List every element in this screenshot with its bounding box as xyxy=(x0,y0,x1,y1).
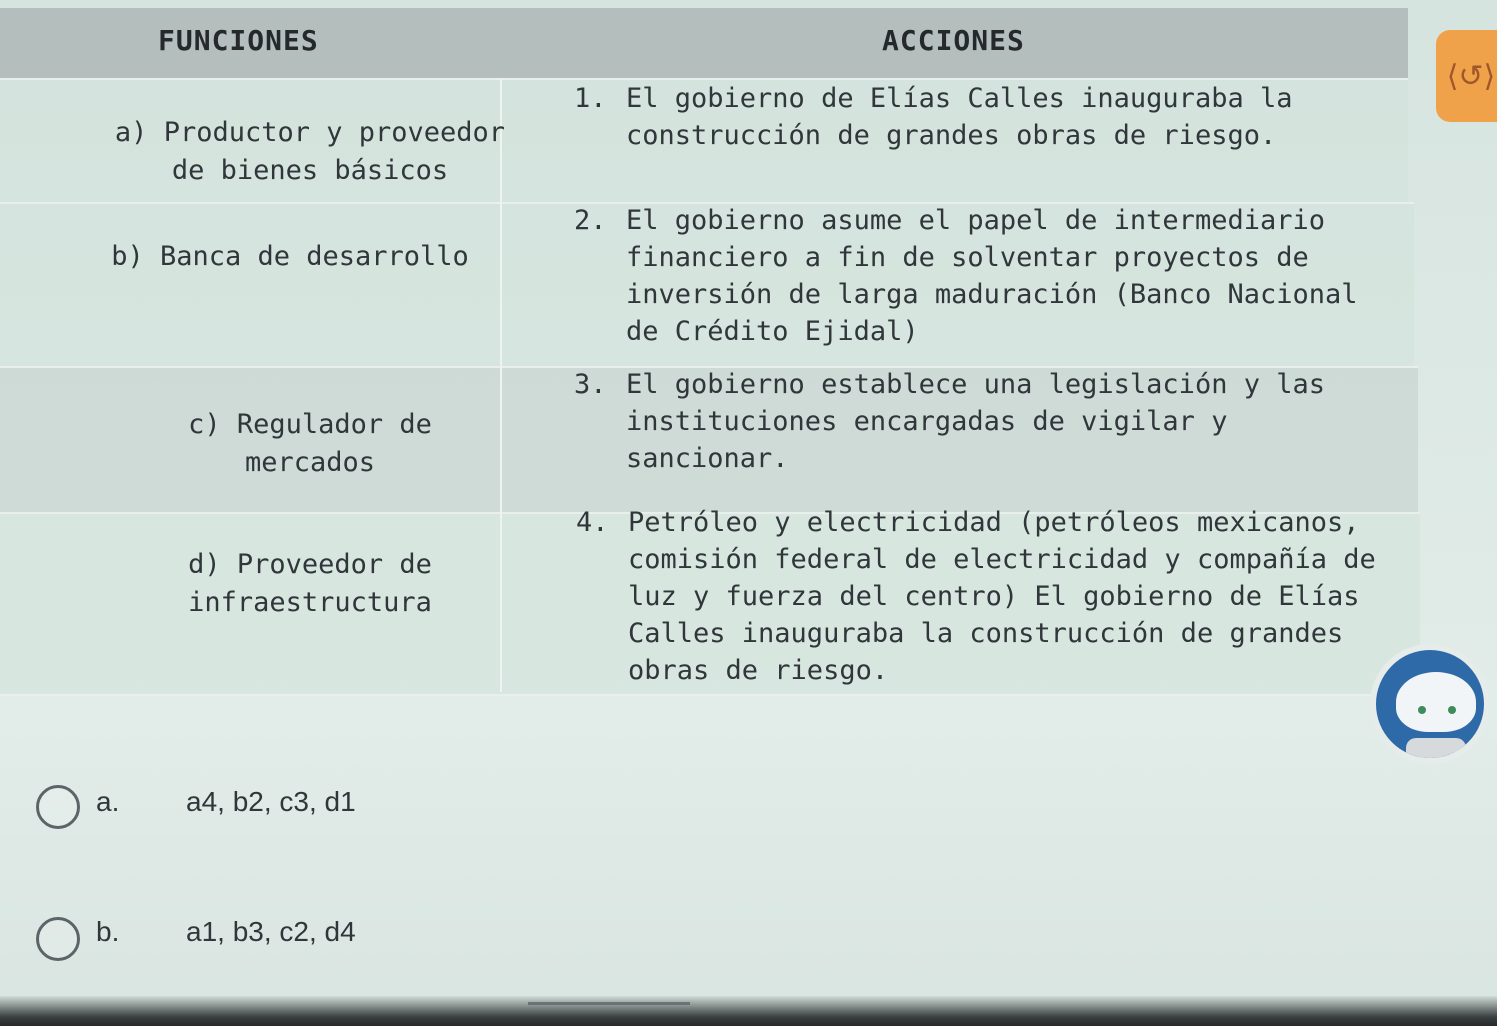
funcion-cell-c: c) Regulador de mercados xyxy=(188,409,432,478)
funcion-cell-d: d) Proveedor de infraestructura xyxy=(188,549,432,618)
option-text-b[interactable]: a1, b3, c2, d4 xyxy=(186,916,356,947)
mascot-face xyxy=(1396,672,1476,732)
accion-number: 2. xyxy=(574,205,607,236)
answer-option-a[interactable] xyxy=(36,782,80,832)
radio-button-a[interactable] xyxy=(36,785,80,829)
header-funciones: FUNCIONES xyxy=(158,24,319,57)
home-indicator xyxy=(528,1002,690,1005)
accion-cell-2 xyxy=(574,202,1394,350)
accion-number: 1. xyxy=(574,83,607,114)
mascot-eye xyxy=(1418,706,1426,714)
mascot-body xyxy=(1406,738,1466,764)
accion-cell-3 xyxy=(574,366,1394,477)
expand-icon: ⟨↺⟩ xyxy=(1446,58,1496,94)
expand-button[interactable] xyxy=(1436,30,1497,122)
accion-cell-1 xyxy=(574,80,1394,154)
accion-text: El gobierno establece una legislación y las instituciones encargadas de vigilar y sancionar. xyxy=(626,369,1325,474)
radio-button-b[interactable] xyxy=(36,917,80,961)
accion-cell-4 xyxy=(576,504,1406,689)
funcion-cell-a: a) Productor y proveedor de bienes básicos xyxy=(114,117,506,186)
option-letter-a: a. xyxy=(96,786,120,817)
option-letter-b: b. xyxy=(96,916,120,947)
accion-text: El gobierno asume el papel de intermediario financiero a fin de solventar proyectos de inversión de larga maduración (Banco Nacional de Crédito Ejidal) xyxy=(626,205,1358,347)
funcion-cell-b: b) Banca de desarrollo xyxy=(111,241,469,272)
accion-number: 3. xyxy=(574,369,607,400)
robot-assistant-icon[interactable] xyxy=(1370,644,1490,764)
accion-number: 4. xyxy=(576,507,609,538)
mascot-eye xyxy=(1448,706,1456,714)
accion-text: Petróleo y electricidad (petróleos mexicanos, comisión federal de electricidad y compañía de luz y fuerza del centro) El gobierno de Elías Calles inauguraba la construcción de grandes obras de riesgo. xyxy=(628,507,1376,686)
accion-text: El gobierno de Elías Calles inauguraba la construcción de grandes obras de riesgo. xyxy=(626,83,1293,151)
option-text-a[interactable]: a4, b2, c3, d1 xyxy=(186,786,356,817)
header-acciones: ACCIONES xyxy=(882,24,1025,57)
answer-option-b[interactable] xyxy=(36,914,80,964)
device-bezel xyxy=(0,996,1497,1026)
